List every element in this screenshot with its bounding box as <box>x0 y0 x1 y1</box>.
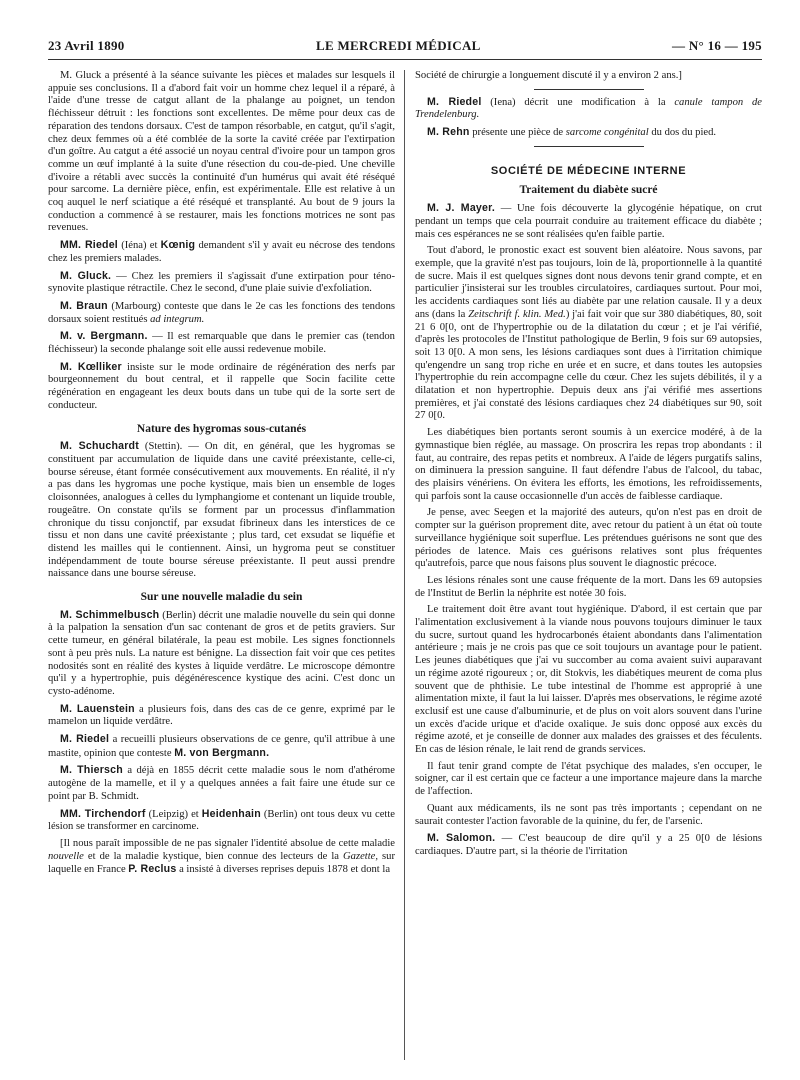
italic-text: ad integrum. <box>150 313 205 325</box>
paragraph-text: Tout d'abord, le pronostic exact est souvent bien aléatoire. Nous savons, par exemple, que la gravité n'est pas toujours, loin de là, proportionnelle à la quantité de sucre. Mais il est quelques signes dont nous devons tenir grand compte, et en particulier j'insisterai sur les troubles circulatoires, cardiaques surtout. Pour moi, les accidents cardiaques sont liés au diabète par une relation causale. Il y a deux ans (dans la <box>415 245 762 320</box>
speaker-name: MM. Riedel <box>60 239 118 252</box>
paragraph-text: a déjà en 1855 décrit cette maladie sous le nom d'athérome autogène de la mamelle, et il y a quelques années a fait faire une étude sur ce point par B. Schmidt. <box>48 765 395 802</box>
left-column <box>48 70 405 1060</box>
paragraph-text: (Iena) décrit une modification à la <box>481 96 675 108</box>
speaker-name: M. Braun <box>60 299 108 312</box>
italic-text: Gazette, <box>343 850 379 862</box>
paragraph-text: a recueilli plusieurs observations de ce genre, qu'il attribue à une mastite, opinion que conteste <box>48 734 395 759</box>
speaker-name: Tirchendorf <box>84 807 146 820</box>
section-subtitle: Traitement du diabète sucré <box>519 183 658 196</box>
gluck-paragraph: M. Gluck a présenté à la séance suivante les pièces et malades sur lesquels il appuie ses conclusions. Il a d'abord fait voir un homme chez lequel il a réparé, à l'aide d'une tresse de catgut allant de la phalange au poignet, un tendon fléchisseur détruit : les fonctions sont excellentes. De même pour deux cas de réparation des tendons dorsaux. C'est de tampon résorbable, en catgut, qu'il s'agit, chez deux femmes où a été comblée de la sorte la cavité créée par l'extirpation d'un goître. Au catgut a été associé un noyau central d'ivoire pour un tampon gros comme un œuf implanté à la suite d'une résection du cou-de-pied. Une cheville d'ivoire a rétabli avec succès la continuité d'un humérus qui avait été réséqué pour sarcome. La dernière pièce, enfin, est expérimentale. Elle est relative à un coq auquel le nerf sciatique a été réséqué et transplanté. Au bout de 9 jours la conduction a commencé à se restaurer, mais les fonctions motrices ne sont pas revenues. <box>48 70 395 234</box>
paragraph-text: (Stettin). — On dit, en général, que les hygromas se constituent par accumulation de liquide dans une cavité préexistante, celle-ci, bourse séreuse, étant formée consécutivement aux mouvements. En réalité, il n'y a pas dans les hygromas une poche kystique, mais bien un ensemble de loges cloisonnées, analogues à celles du lymphangiome et contenant un liquide trouble, rougeâtre. On constate qu'ils se forment par un processus d'inflammation chronique du tissu conjonctif, par exsudat fibrineux dans les interstices de ce tissu et non dans une cavité préexistante ; plus tard, cet exsudat se liquéfie et distend les mailles qui le contiennent. Ainsi, un hygroma peut se constituer indépendamment de toute bourse séreuse préexistante. Il peut aussi prendre naissance dans une bourse séreuse. <box>48 441 396 580</box>
paragraph-text: a plusieurs fois, dans des cas de ce genre, exprimé par le mamelon un liquide verdâtre. <box>48 703 395 728</box>
gluck-reply-paragraph <box>48 270 395 296</box>
paragraph-text: insiste sur le mode ordinaire de régénération des nerfs par bourgeonnement du bout central, et il rappelle que Socin facilite cette régénération en engageant les deux bouts dans un tube qui de la sorte sert de conducteur. <box>48 361 395 411</box>
speaker-name: MM. <box>60 807 85 820</box>
speaker-name: M. Kœlliker <box>60 360 122 373</box>
paragraph-text: [Il nous paraît impossible de ne pas signaler l'identité absolue de cette maladie <box>60 837 395 849</box>
paragraph-text: — Chez les premiers il s'agissait d'une extirpation pour téno-synovite plastique rétractile. Chez le second, d'une plaie suivie d'exfoliation. <box>48 270 395 295</box>
speaker-name: M. J. Mayer. <box>427 202 495 215</box>
paragraph-text: et de la maladie kystique, bien connue des lecteurs de la <box>83 850 344 862</box>
society-heading: SOCIÉTÉ DE MÉDECINE INTERNE <box>490 164 687 177</box>
schimmelbusch-paragraph <box>48 609 395 699</box>
paragraph-text: (Berlin) décrit une maladie nouvelle du sein qui donne à la palpation la sensation d'un sac contenant de gros et de petits graviers. Sur cette tumeur, en général bilatérale, la peau est mobile. Les signes fonctionnels sont à peu près nuls. La nature est bénigne. La dissection fait voir que ces petites nodosités sont en réalité des kystes à liquide verdâtre. Le microscope démontre qu'il y a hypertrophie, puis dégénérescence kystique des acini. C'est donc un cysto-adénome. <box>48 609 396 697</box>
paragraph-text: — Une fois découverte la glycogénie hépatique, on crut pendant un temps que cela pourrait conduire au traitement efficace du diabète ; mais ces espérances ne se sont réalisées qu'en faible partie. <box>415 203 762 240</box>
speaker-name: M. Schimmelbusch <box>60 608 160 621</box>
right-column <box>405 70 762 1060</box>
speaker-name: M. v. Bergmann. <box>60 330 148 343</box>
speaker-name: Heidenhain <box>201 807 261 820</box>
pronostic-paragraph <box>415 245 762 423</box>
schuchardt-paragraph <box>48 440 395 581</box>
riedel-mastite-paragraph <box>48 733 395 760</box>
riedel-canule-paragraph <box>415 96 762 122</box>
page-header <box>48 38 762 60</box>
speaker-name: M. Thiersch <box>60 764 123 777</box>
braun-paragraph <box>48 300 395 326</box>
continued-paragraph: Société de chirurgie a longuement discuté il y a environ 2 ans.] <box>415 70 682 81</box>
italic-text: sarcome congénital <box>565 127 649 139</box>
section-divider <box>534 146 644 147</box>
paragraph-text: (Berlin) ont tous deux vu cette lésion se transformer en carcinome. <box>48 808 395 833</box>
riedel-koenig-paragraph <box>48 239 395 265</box>
paragraph-text: (Leipzig) et <box>145 808 202 820</box>
paragraph-text: demandent s'il y avait eu nécrose des tendons chez les premiers malades. <box>48 240 396 264</box>
paragraph-text: du dos du pied. <box>648 127 717 139</box>
speaker-name: M. Lauenstein <box>60 702 135 715</box>
section-title-hygromas: Nature des hygromas sous-cutanés <box>136 422 307 435</box>
speaker-name: P. Reclus <box>128 863 177 876</box>
newspaper-page <box>48 38 762 1068</box>
italic-text: canule tampon de Trendelenburg. <box>415 96 762 121</box>
paragraph-text: ) j'ai fait voir que sur 380 diabétiques, 80, soit 21 6 0[0, ont de l'hypertrophie ou de la dilatation du cœur ; et je l'ai vérifié, d'après les protocoles de l'Institut pathologique de Berlin, 9 fois sur 69 autopsies, soit 13 0[0. A mon sens, les lésions cardiaques sont dues à l'irritation chimique qu'engendre un sang trop riche en urée et en sucre, et dans toutes les autopsies l'hypertrophie du rein accompagne celle du cœur. Chez les sujets débilités, il y a dilatation et non hypertrophie. Depuis deux ans j'ai vérifié mes assertions premières, et j'ai constaté des lésions cardiaques chez 24 diabétiques sur 90, soit 27 0[0. <box>415 308 762 422</box>
paragraph-text: (Iéna) et <box>117 240 161 252</box>
speaker-name: M. von Bergmann. <box>174 746 270 759</box>
paragraph-text: a insisté à diverses reprises depuis 1878 et dont la <box>176 864 391 876</box>
italic-text: nouvelle <box>48 850 84 862</box>
section-title-sein: Sur une nouvelle maladie du sein <box>140 591 303 604</box>
header-issue: — N° 16 — 195 <box>672 38 762 53</box>
medication-paragraph: Quant aux médicaments, ils ne sont pas très importants ; cependant on ne saurait contester l'action favorable de la quinine, du fer, de l'arsenic. <box>415 802 762 827</box>
speaker-name: M. Schuchardt <box>60 440 139 453</box>
mayer-paragraph <box>415 202 762 241</box>
treatment-paragraph: Le traitement doit être avant tout hygiénique. D'abord, il est certain que par l'alimentation exclusivement à la viande nous pouvons toujours diminuer le taux du sucre, surtout quand les hydrocarbonés étaient abondants dans l'alimentation antérieure ; mais je ne crois pas que ce soit toujours un avantage pour le patient. Les jeunes diabétiques que j'ai vu succomber au coma avaient suivi auparavant un régime azoté rigoureux ; or, dit Stokvis, les diabétiques meurent de coma plus souvent que de phthisie. Le tube intestinal de l'homme est approprié à une alimentation mixte, il faut la lui laisser. D'après mes observations, le régime azoté exclusif est une cause d'albuminurie, et de plus on voit alors souvent dans l'urine un excès d'acide urique et d'acide oxalique. Je suis donc opposé aux excès du régime azoté, et je conseille de donner aux malades des graisses et des féculents. En cas de lésion rénale, le lait rend de grands services. <box>415 604 762 756</box>
thiersch-paragraph <box>48 764 395 803</box>
guerison-paragraph: Je pense, avec Seegen et la majorité des auteurs, qu'on n'est pas en droit de compter sur la guérison proprement dite, avec retour du patient à un état où toute surveillance hygiénique soit superflue. Les prétendues guérisons ne sont que des périodes de latence. Mais ces guérisons relatives sont plus fréquentes qu'autrefois, parce que nous faisons plus souvent le diagnostic précoce. <box>415 507 762 570</box>
exercise-paragraph: Les diabétiques bien portants seront soumis à un exercice modéré, à de la gymnastique bien réglée, au massage. On proscrira les repas trop abondants : il faut, au contraire, des repas petits et nombreux. A l'aide de légers purgatifs salins, on diminuera la pression sanguine. Il faut défendre l'abus de l'alcool, du tabac, des plaisirs vénériens. On évitera les efforts, les émotions, les refroidissements, qui parfois sont la cause occasionnelle d'un accès de faiblesse cardiaque. <box>415 427 762 502</box>
speaker-name: Kœnig <box>160 239 196 252</box>
psychic-paragraph: Il faut tenir grand compte de l'état psychique des malades, s'en occuper, le soigner, car il est certain que ce facteur a une importance majeure dans la marche de l'affection. <box>415 760 762 798</box>
header-journal: LE MERCREDI MÉDICAL <box>316 38 481 53</box>
italic-text: Zeitschrift f. klin. Med. <box>468 308 566 320</box>
speaker-name: M. Riedel <box>427 95 482 108</box>
tirchendorf-paragraph <box>48 808 395 834</box>
editorial-note-paragraph <box>48 838 395 877</box>
salomon-paragraph <box>415 832 762 858</box>
paragraph-text: (Marbourg) conteste que dans le 2e cas les fonctions des tendons dorsaux soient restitués <box>48 300 395 325</box>
speaker-name: M. Rehn <box>427 126 470 139</box>
speaker-name: M. Gluck. <box>60 269 112 282</box>
text-columns <box>48 70 762 1060</box>
paragraph-text: sur laquelle en France <box>48 850 395 876</box>
koelliker-paragraph <box>48 361 395 413</box>
speaker-name: M. Riedel <box>60 733 110 746</box>
bergmann-paragraph <box>48 330 395 356</box>
paragraph-text: — C'est beaucoup de dire qu'il y a 25 0[0 de lésions cardiaques. D'autre part, si la théorie de l'irritation <box>415 833 762 857</box>
rehn-paragraph <box>415 126 762 140</box>
paragraph-text: — Il est remarquable que dans le premier cas (tendon fléchisseur) la seconde phalange soit elle aussi redevenue mobile. <box>48 331 395 356</box>
header-date: 23 Avril 1890 <box>48 38 125 53</box>
section-divider <box>534 89 644 90</box>
renal-paragraph: Les lésions rénales sont une cause fréquente de la mort. Dans les 69 autopsies de l'Institut de Berlin la néphrite est notée 30 fois. <box>415 574 762 599</box>
lauenstein-paragraph <box>48 703 395 729</box>
speaker-name: M. Salomon. <box>427 832 496 845</box>
paragraph-text: présente une pièce de <box>469 127 566 139</box>
